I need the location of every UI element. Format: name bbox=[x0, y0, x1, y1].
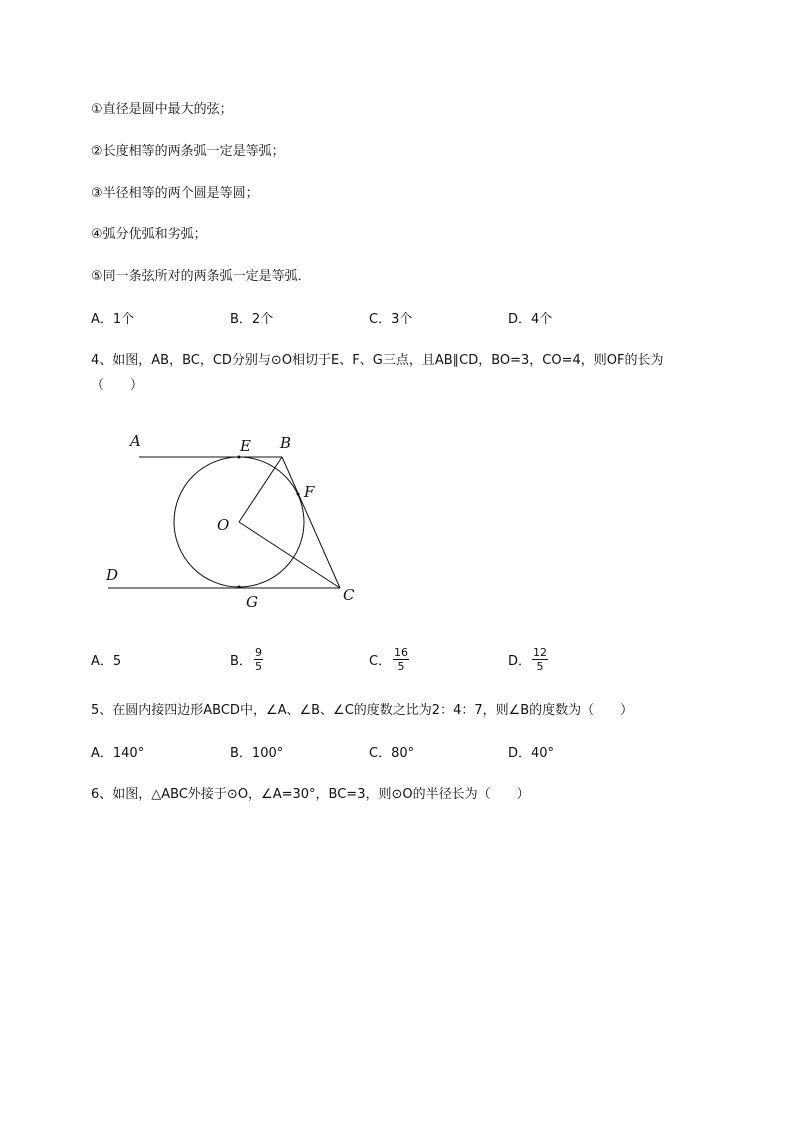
label-o: O bbox=[217, 516, 230, 534]
q3-option-d: D．4个 bbox=[508, 312, 553, 327]
statement-3: ③半径相等的两个圆是等圆； bbox=[91, 186, 259, 201]
fraction-numerator: 9 bbox=[255, 646, 262, 659]
q4-option-d-prefix: D． bbox=[508, 654, 532, 669]
label-f: F bbox=[304, 483, 315, 501]
fraction-numerator: 12 bbox=[533, 646, 547, 659]
q4-stem-parentheses: （ ） bbox=[91, 378, 144, 393]
q4-option-c-fraction bbox=[393, 646, 409, 673]
label-g: G bbox=[246, 593, 258, 611]
point-e bbox=[238, 456, 241, 459]
q5-option-a: A．140° bbox=[91, 746, 145, 761]
q3-option-c: C．3个 bbox=[369, 312, 413, 327]
point-g bbox=[238, 586, 241, 589]
fraction-denominator: 5 bbox=[255, 660, 262, 673]
q3-option-b: B．2个 bbox=[230, 312, 274, 327]
label-d: D bbox=[106, 566, 119, 584]
q3-option-a: A．1个 bbox=[91, 312, 135, 327]
q4-option-b-prefix: B． bbox=[230, 654, 252, 669]
fraction-numerator: 16 bbox=[394, 646, 408, 659]
q4-option-d-fraction bbox=[532, 646, 548, 673]
segment-bc bbox=[282, 457, 340, 588]
q5-stem: 5、在圆内接四边形ABCD中，∠A、∠B、∠C的度数之比为2：4：7，则∠B的度数为（ ） bbox=[91, 703, 634, 718]
fraction-denominator: 5 bbox=[397, 660, 405, 673]
statement-2: ②长度相等的两条弧一定是等弧； bbox=[91, 144, 285, 159]
statement-5: ⑤同一条弦所对的两条弧一定是等弧． bbox=[91, 269, 311, 284]
label-a: A bbox=[130, 432, 141, 450]
fraction-denominator: 5 bbox=[536, 660, 544, 673]
q4-option-b-fraction bbox=[254, 646, 263, 673]
q6-stem: 6、如图，△ABC外接于⊙O，∠A=30°，BC=3，则⊙O的半径长为（ ） bbox=[91, 787, 530, 802]
label-c: C bbox=[343, 586, 355, 604]
q4-stem: 4、如图，AB，BC，CD分别与⊙O相切于E、F、G三点，且AB∥CD，BO=3，CO=4，则OF的长为 bbox=[91, 353, 664, 368]
label-e: E bbox=[240, 437, 251, 455]
statement-4: ④弧分优弧和劣弧； bbox=[91, 227, 207, 242]
q4-option-a: A．5 bbox=[91, 654, 122, 669]
q5-option-b: B．100° bbox=[230, 746, 284, 761]
statement-1: ①直径是圆中最大的弦； bbox=[91, 102, 233, 117]
label-b: B bbox=[280, 434, 292, 452]
segment-ob bbox=[239, 457, 282, 522]
q5-option-c: C．80° bbox=[369, 746, 415, 761]
point-f bbox=[297, 493, 300, 496]
q4-option-c-prefix: C． bbox=[369, 654, 392, 669]
q5-option-d: D．40° bbox=[508, 746, 555, 761]
q4-figure bbox=[100, 425, 370, 615]
